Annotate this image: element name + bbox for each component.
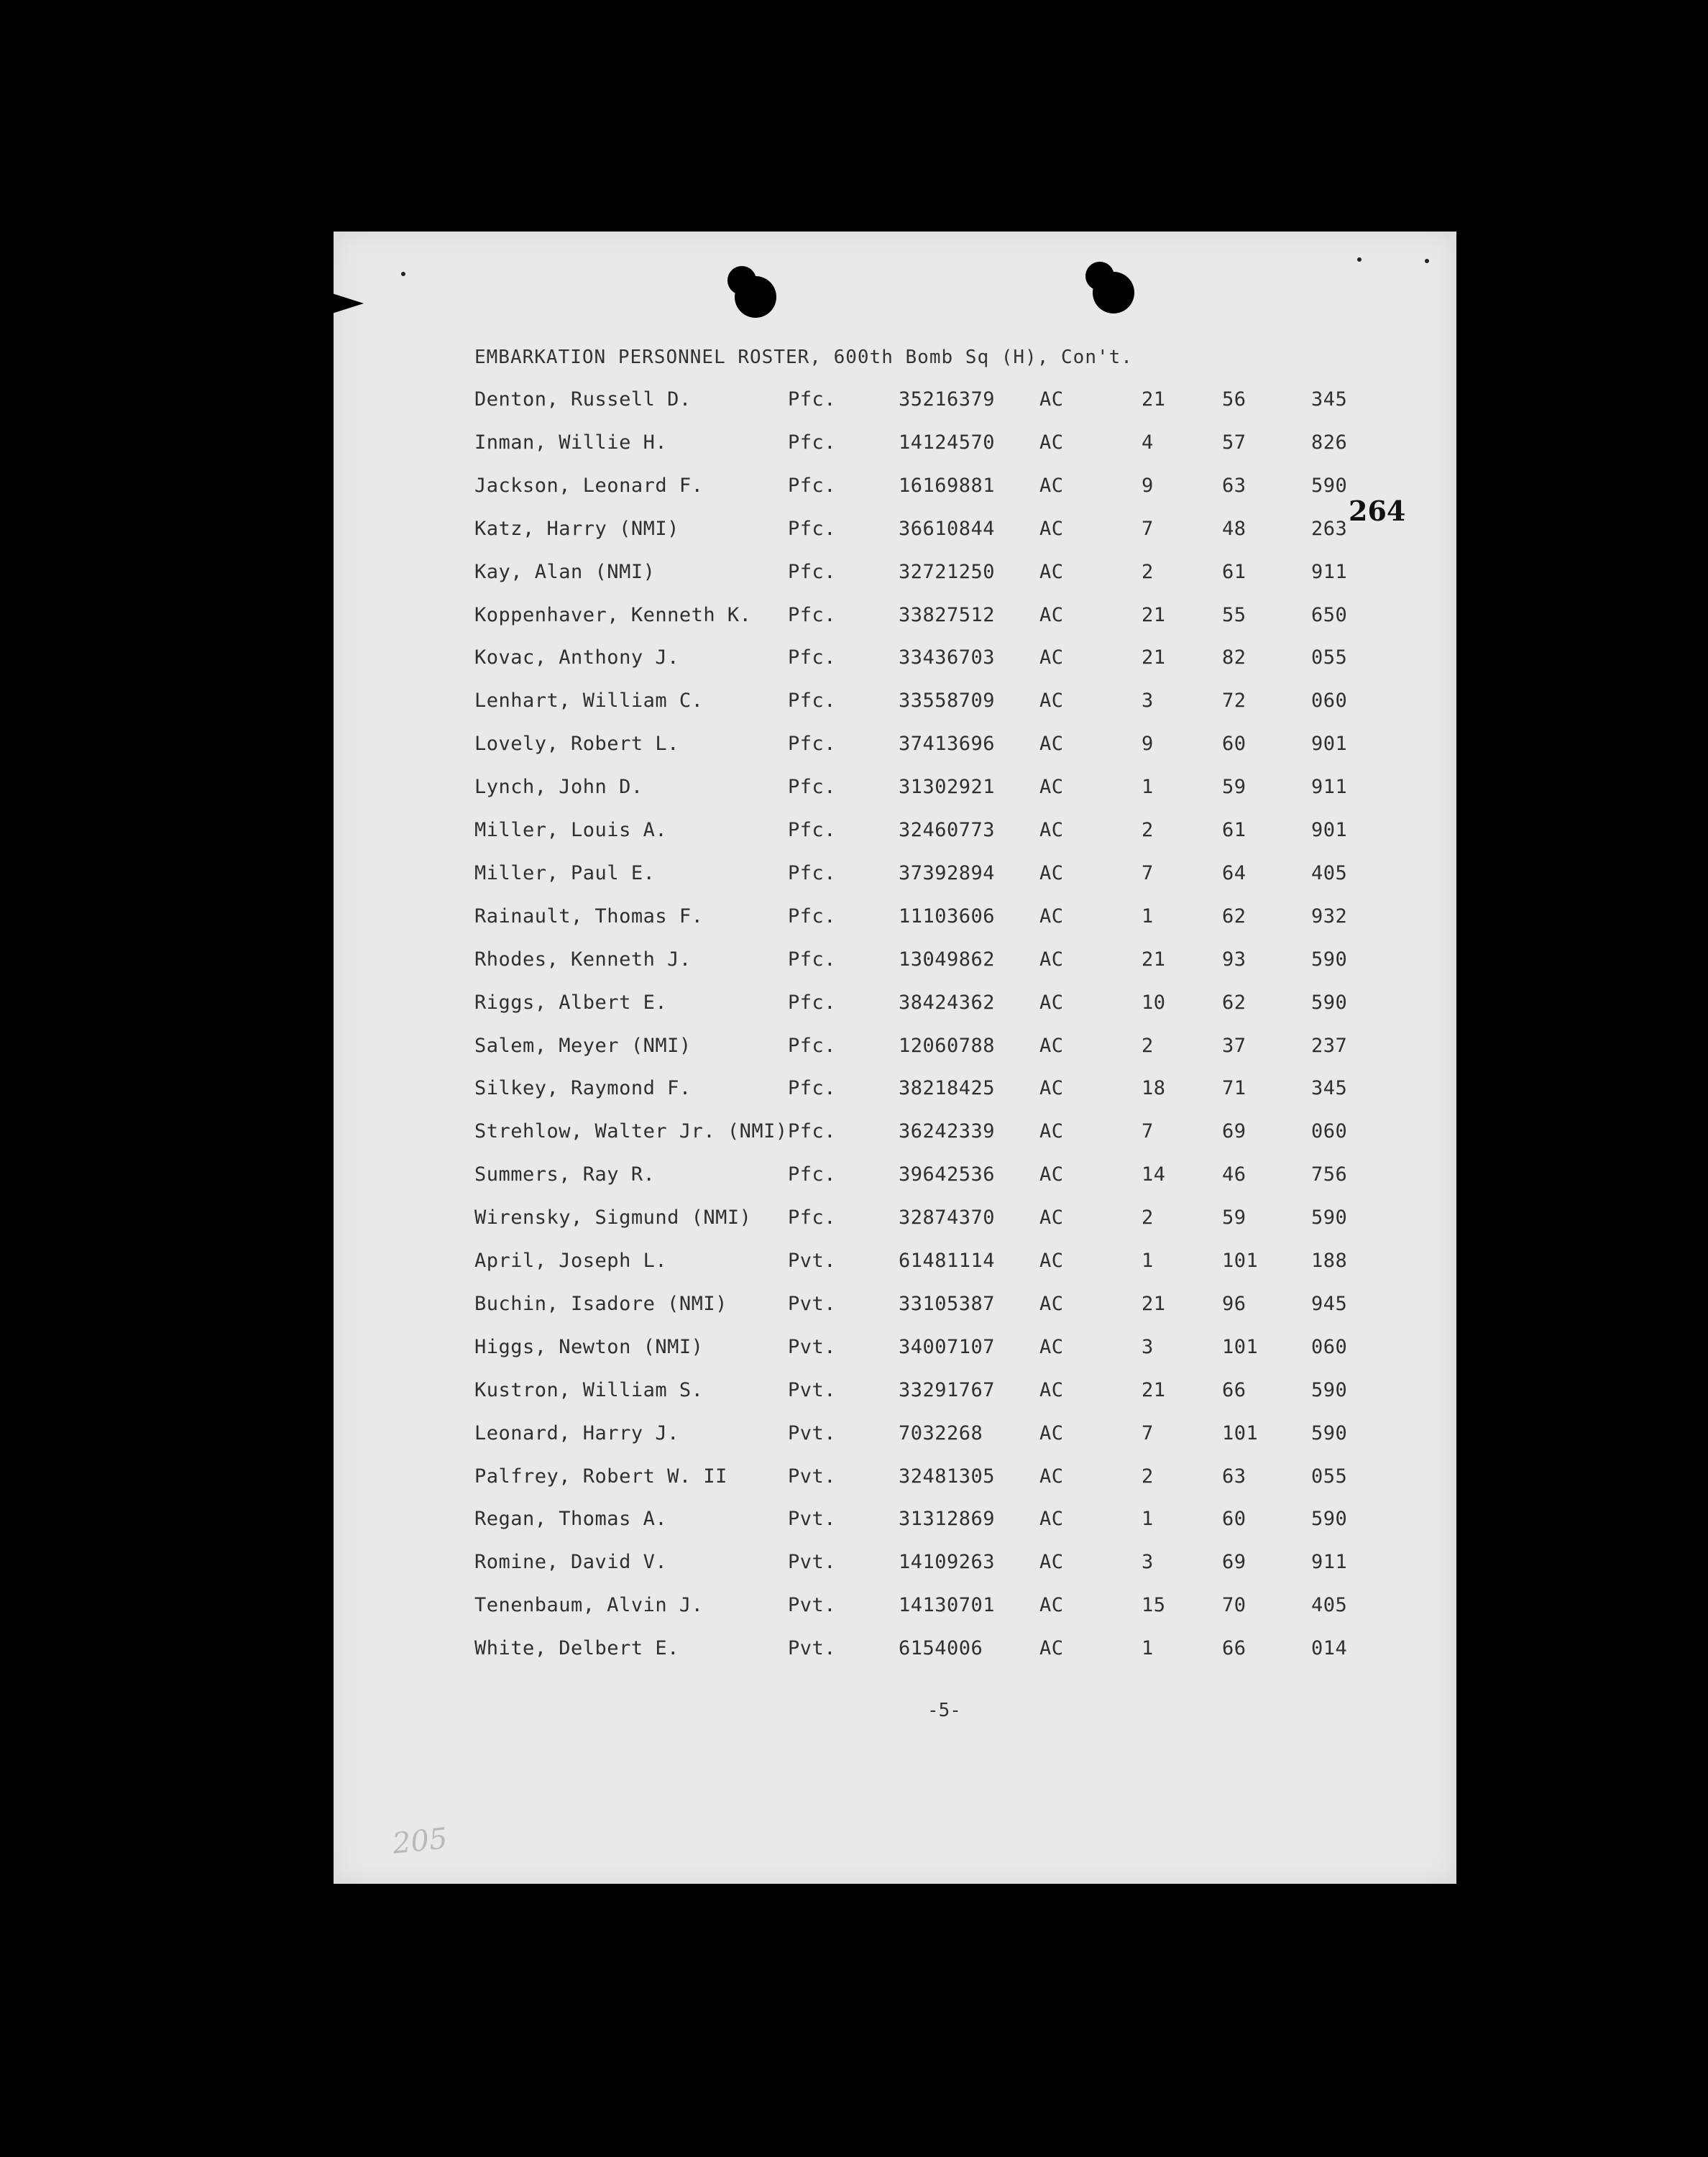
paper-speck [1425,259,1429,263]
page-number: -5- [927,1700,961,1721]
roster-col-b: 61 [1222,819,1246,841]
roster-rank: Pfc. [788,690,837,713]
roster-col-c: 932 [1311,905,1348,928]
roster-serial: 37392894 [899,861,996,884]
roster-name: Miller, Paul E. [474,861,656,884]
roster-serial: 33827512 [899,603,996,626]
roster-serial: 36242339 [899,1120,996,1143]
roster-col-c: 590 [1311,1421,1348,1444]
roster-rank: Pfc. [788,1163,837,1186]
roster-arm: AC [1039,861,1064,884]
roster-col-c: 826 [1311,431,1348,454]
roster-serial: 31302921 [899,776,996,799]
roster-col-c: 060 [1311,690,1348,713]
roster-serial: 32721250 [899,560,996,583]
roster-rank: Pvt. [788,1637,837,1660]
roster-col-a: 3 [1142,690,1154,713]
roster-rank: Pfc. [788,1120,837,1143]
roster-col-a: 1 [1142,1250,1154,1272]
roster-col-c: 345 [1311,1077,1348,1100]
roster-rank: Pvt. [788,1508,837,1531]
roster-col-a: 10 [1142,991,1166,1014]
roster-col-c: 590 [1311,1508,1348,1531]
roster-col-c: 014 [1311,1637,1348,1660]
roster-arm: AC [1039,1378,1064,1401]
roster-col-b: 71 [1222,1077,1246,1100]
pencil-note: 205 [390,1822,449,1861]
roster-name: Kay, Alan (NMI) [474,560,656,583]
roster-col-c: 945 [1311,1292,1348,1315]
roster-col-a: 21 [1142,646,1166,669]
roster-rank: Pvt. [788,1335,837,1358]
roster-col-b: 96 [1222,1292,1246,1315]
roster-rank: Pvt. [788,1465,837,1488]
roster-name: Lovely, Robert L. [474,733,679,756]
roster-col-c: 345 [1311,388,1348,411]
roster-col-a: 1 [1142,1508,1154,1531]
roster-serial: 14124570 [899,431,996,454]
roster-col-a: 1 [1142,905,1154,928]
roster-col-a: 21 [1142,603,1166,626]
roster-name: Palfrey, Robert W. II [474,1465,727,1488]
roster-rank: Pfc. [788,1034,837,1057]
roster-col-c: 590 [1311,991,1348,1014]
roster-rank: Pfc. [788,991,837,1014]
roster-col-c: 055 [1311,646,1348,669]
roster-col-b: 57 [1222,431,1246,454]
roster-col-a: 15 [1142,1594,1166,1617]
roster-arm: AC [1039,1551,1064,1574]
roster-serial: 36610844 [899,517,996,540]
roster-col-c: 590 [1311,1206,1348,1229]
roster-arm: AC [1039,1637,1064,1660]
roster-col-c: 405 [1311,861,1348,884]
roster-serial: 32460773 [899,819,996,841]
roster-serial: 16169881 [899,474,996,497]
punch-hole [1093,272,1134,313]
roster-col-a: 3 [1142,1335,1154,1358]
roster-col-a: 7 [1142,861,1154,884]
roster-col-c: 263 [1311,517,1348,540]
roster-col-b: 69 [1222,1551,1246,1574]
roster-name: Summers, Ray R. [474,1163,656,1186]
roster-serial: 13049862 [899,948,996,971]
roster-col-a: 1 [1142,1637,1154,1660]
roster-col-b: 59 [1222,1206,1246,1229]
roster-arm: AC [1039,1421,1064,1444]
roster-col-b: 46 [1222,1163,1246,1186]
roster-serial: 7032268 [899,1421,983,1444]
roster-name: Kustron, William S. [474,1378,704,1401]
roster-rank: Pfc. [788,603,837,626]
roster-name: Strehlow, Walter Jr. (NMI) [474,1120,788,1143]
roster-serial: 14109263 [899,1551,996,1574]
roster-page [334,232,1456,1884]
roster-arm: AC [1039,474,1064,497]
roster-name: Inman, Willie H. [474,431,668,454]
roster-name: Romine, David V. [474,1551,668,1574]
roster-arm: AC [1039,560,1064,583]
roster-col-a: 21 [1142,1378,1166,1401]
roster-col-b: 56 [1222,388,1246,411]
roster-col-b: 72 [1222,690,1246,713]
roster-arm: AC [1039,1077,1064,1100]
roster-arm: AC [1039,819,1064,841]
roster-name: Wirensky, Sigmund (NMI) [474,1206,752,1229]
roster-name: Leonard, Harry J. [474,1421,679,1444]
roster-rank: Pfc. [788,388,837,411]
roster-col-c: 405 [1311,1594,1348,1617]
roster-name: Jackson, Leonard F. [474,474,704,497]
roster-arm: AC [1039,905,1064,928]
roster-col-c: 055 [1311,1465,1348,1488]
roster-rank: Pfc. [788,1206,837,1229]
roster-arm: AC [1039,1206,1064,1229]
roster-col-c: 901 [1311,733,1348,756]
roster-col-c: 911 [1311,776,1348,799]
roster-col-b: 101 [1222,1421,1259,1444]
roster-serial: 32874370 [899,1206,996,1229]
roster-arm: AC [1039,991,1064,1014]
roster-rank: Pfc. [788,905,837,928]
roster-col-c: 590 [1311,1378,1348,1401]
roster-col-a: 7 [1142,1421,1154,1444]
roster-col-c: 911 [1311,1551,1348,1574]
punch-hole [735,276,776,318]
roster-name: Riggs, Albert E. [474,991,668,1014]
roster-name: Salem, Meyer (NMI) [474,1034,692,1057]
roster-name: Lenhart, William C. [474,690,704,713]
roster-serial: 33558709 [899,690,996,713]
roster-serial: 14130701 [899,1594,996,1617]
roster-name: Miller, Louis A. [474,819,668,841]
roster-col-a: 18 [1142,1077,1166,1100]
roster-serial: 38424362 [899,991,996,1014]
roster-col-b: 70 [1222,1594,1246,1617]
roster-col-b: 93 [1222,948,1246,971]
roster-arm: AC [1039,733,1064,756]
roster-serial: 61481114 [899,1250,996,1272]
roster-serial: 33291767 [899,1378,996,1401]
roster-rank: Pvt. [788,1421,837,1444]
roster-rank: Pfc. [788,646,837,669]
roster-serial: 38218425 [899,1077,996,1100]
roster-col-b: 66 [1222,1378,1246,1401]
roster-name: Regan, Thomas A. [474,1508,668,1531]
roster-rank: Pfc. [788,861,837,884]
roster-col-a: 2 [1142,1034,1154,1057]
roster-arm: AC [1039,1594,1064,1617]
roster-col-a: 2 [1142,1206,1154,1229]
roster-serial: 33436703 [899,646,996,669]
roster-arm: AC [1039,1120,1064,1143]
roster-rank: Pfc. [788,517,837,540]
roster-col-a: 21 [1142,388,1166,411]
roster-serial: 33105387 [899,1292,996,1315]
roster-name: Rhodes, Kenneth J. [474,948,692,971]
roster-rank: Pfc. [788,1077,837,1100]
roster-arm: AC [1039,1465,1064,1488]
roster-serial: 39642536 [899,1163,996,1186]
roster-col-b: 64 [1222,861,1246,884]
roster-col-b: 62 [1222,991,1246,1014]
roster-name: Katz, Harry (NMI) [474,517,679,540]
roster-arm: AC [1039,1034,1064,1057]
roster-rank: Pfc. [788,560,837,583]
roster-arm: AC [1039,1508,1064,1531]
roster-col-b: 61 [1222,560,1246,583]
roster-col-c: 060 [1311,1335,1348,1358]
roster-arm: AC [1039,1292,1064,1315]
roster-name: Koppenhaver, Kenneth K. [474,603,752,626]
roster-col-b: 37 [1222,1034,1246,1057]
roster-col-b: 63 [1222,1465,1246,1488]
page-notch [332,293,364,313]
roster-name: Silkey, Raymond F. [474,1077,692,1100]
stamped-number: 264 [1349,495,1406,527]
roster-col-a: 21 [1142,1292,1166,1315]
roster-col-b: 59 [1222,776,1246,799]
roster-rank: Pvt. [788,1378,837,1401]
roster-col-a: 9 [1142,474,1154,497]
roster-rank: Pvt. [788,1250,837,1272]
roster-arm: AC [1039,431,1064,454]
roster-serial: 32481305 [899,1465,996,1488]
roster-col-a: 7 [1142,1120,1154,1143]
roster-col-c: 756 [1311,1163,1348,1186]
roster-rank: Pfc. [788,948,837,971]
roster-rank: Pfc. [788,776,837,799]
roster-col-a: 3 [1142,1551,1154,1574]
roster-col-b: 60 [1222,733,1246,756]
roster-rank: Pfc. [788,474,837,497]
roster-serial: 6154006 [899,1637,983,1660]
roster-rank: Pvt. [788,1594,837,1617]
roster-name: Tenenbaum, Alvin J. [474,1594,704,1617]
roster-name: Buchin, Isadore (NMI) [474,1292,727,1315]
roster-serial: 37413696 [899,733,996,756]
roster-col-c: 590 [1311,948,1348,971]
roster-col-c: 188 [1311,1250,1348,1272]
roster-col-a: 2 [1142,819,1154,841]
roster-arm: AC [1039,646,1064,669]
roster-name: Lynch, John D. [474,776,643,799]
roster-arm: AC [1039,1335,1064,1358]
roster-col-b: 48 [1222,517,1246,540]
roster-rank: Pfc. [788,733,837,756]
page-title: EMBARKATION PERSONNEL ROSTER, 600th Bomb Sq (H), Con't. [474,347,1133,368]
roster-col-a: 14 [1142,1163,1166,1186]
roster-col-c: 901 [1311,819,1348,841]
roster-name: White, Delbert E. [474,1637,679,1660]
roster-arm: AC [1039,603,1064,626]
roster-col-c: 590 [1311,474,1348,497]
roster-rank: Pfc. [788,819,837,841]
roster-rank: Pvt. [788,1551,837,1574]
roster-arm: AC [1039,1250,1064,1272]
roster-arm: AC [1039,388,1064,411]
roster-arm: AC [1039,690,1064,713]
roster-col-a: 2 [1142,1465,1154,1488]
roster-name: Higgs, Newton (NMI) [474,1335,704,1358]
roster-name: Denton, Russell D. [474,388,692,411]
roster-rank: Pfc. [788,431,837,454]
roster-serial: 12060788 [899,1034,996,1057]
roster-col-a: 2 [1142,560,1154,583]
roster-col-b: 60 [1222,1508,1246,1531]
roster-serial: 31312869 [899,1508,996,1531]
roster-col-a: 7 [1142,517,1154,540]
paper-speck [401,272,405,276]
roster-col-b: 101 [1222,1335,1259,1358]
roster-col-b: 63 [1222,474,1246,497]
roster-name: April, Joseph L. [474,1250,668,1272]
roster-serial: 34007107 [899,1335,996,1358]
roster-arm: AC [1039,948,1064,971]
roster-col-b: 101 [1222,1250,1259,1272]
roster-col-c: 650 [1311,603,1348,626]
roster-rank: Pvt. [788,1292,837,1315]
roster-col-b: 55 [1222,603,1246,626]
roster-col-a: 21 [1142,948,1166,971]
roster-col-b: 62 [1222,905,1246,928]
roster-col-a: 4 [1142,431,1154,454]
paper-speck [1357,257,1362,262]
roster-name: Rainault, Thomas F. [474,905,704,928]
roster-col-a: 9 [1142,733,1154,756]
roster-serial: 35216379 [899,388,996,411]
roster-col-c: 911 [1311,560,1348,583]
roster-name: Kovac, Anthony J. [474,646,679,669]
roster-arm: AC [1039,517,1064,540]
roster-serial: 11103606 [899,905,996,928]
roster-col-c: 060 [1311,1120,1348,1143]
roster-col-b: 66 [1222,1637,1246,1660]
roster-arm: AC [1039,776,1064,799]
roster-col-b: 69 [1222,1120,1246,1143]
roster-col-a: 1 [1142,776,1154,799]
roster-col-c: 237 [1311,1034,1348,1057]
roster-col-b: 82 [1222,646,1246,669]
roster-arm: AC [1039,1163,1064,1186]
